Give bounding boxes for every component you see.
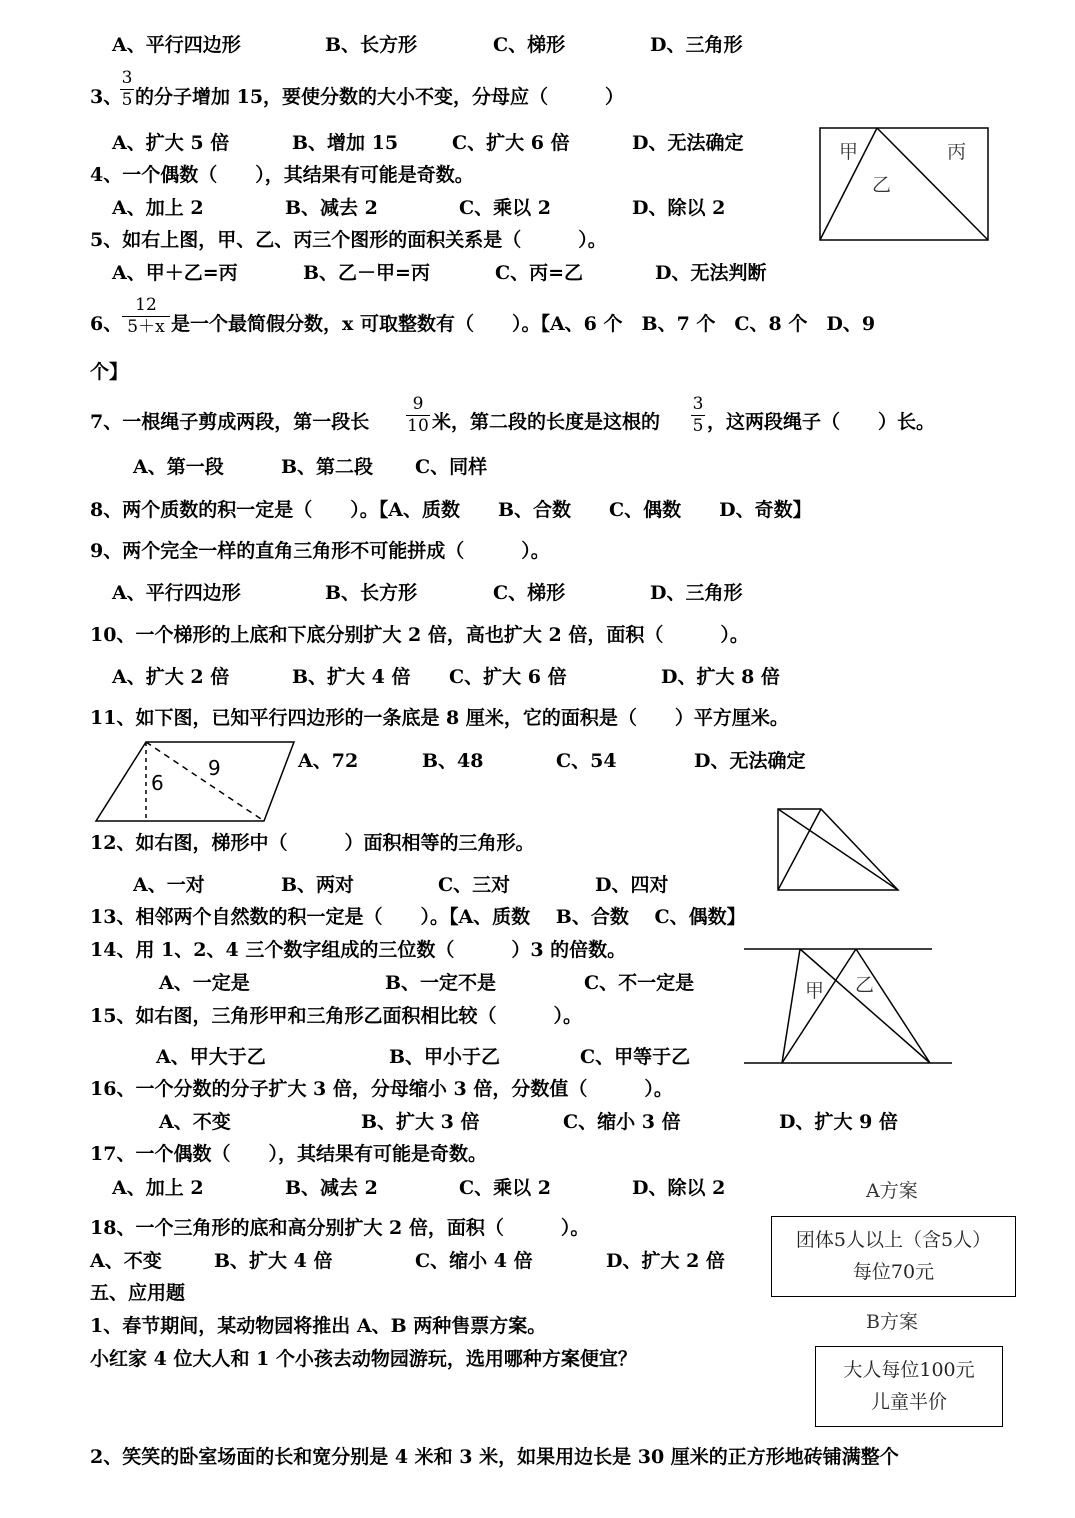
q12-option-a: A、一对 — [133, 874, 205, 896]
q17-option-c: C、乘以 2 — [459, 1177, 551, 1199]
q12-option-c: C、三对 — [438, 874, 511, 896]
q4-option-c: C、乘以 2 — [459, 197, 551, 219]
q5-text: 5、如右上图，甲、乙、丙三个图形的面积关系是（ ）。 — [90, 229, 607, 251]
q15-option-b: B、甲小于乙 — [389, 1046, 501, 1068]
q3-option-a: A、扩大 5 倍 — [112, 132, 230, 154]
q5-label-jia: 甲 — [839, 141, 859, 163]
q6-text-cont: 个】 — [90, 361, 129, 383]
q14-option-a: A、一定是 — [159, 972, 250, 994]
q7-text-1: 7、一根绳子剪成两段，第一段长 — [90, 411, 370, 433]
q12-option-b: B、两对 — [281, 874, 355, 896]
q10-option-b: B、扩大 4 倍 — [292, 666, 411, 688]
q5-option-a: A、甲＋乙=丙 — [112, 262, 238, 284]
q9-option-a: A、平行四边形 — [112, 582, 241, 604]
q17-option-a: A、加上 2 — [112, 1177, 204, 1199]
q7-text-2: 米，第二段的长度是这根的 — [432, 411, 661, 433]
q16-option-c: C、缩小 3 倍 — [563, 1111, 681, 1133]
q12-trapezoid-figure — [777, 808, 901, 892]
app1-line2: 小红家 4 位大人和 1 个小孩去动物园游玩，选用哪种方案便宜？ — [90, 1348, 637, 1370]
option-b: B、长方形 — [325, 34, 418, 56]
q16-option-d: D、扩大 9 倍 — [779, 1111, 898, 1133]
q4-option-d: D、除以 2 — [632, 197, 726, 219]
q10-option-a: A、扩大 2 倍 — [112, 666, 230, 688]
q18-text: 18、一个三角形的底和高分别扩大 2 倍，面积（ ）。 — [90, 1217, 590, 1239]
q6-number: 6、 — [90, 313, 123, 335]
plan-a-line2: 每位70元 — [852, 1261, 935, 1283]
option-a: A、平行四边形 — [112, 34, 241, 56]
q12-text: 12、如右图，梯形中（ ）面积相等的三角形。 — [90, 832, 535, 854]
q11-parallelogram-figure — [95, 741, 297, 823]
plan-b-box — [815, 1346, 1003, 1427]
q11-option-b: B、48 — [422, 750, 484, 772]
q3-number: 3、 — [90, 86, 123, 108]
q6-fraction: 12 5＋x — [122, 297, 170, 336]
q14-option-c: C、不一定是 — [584, 972, 695, 994]
q18-option-d: D、扩大 2 倍 — [606, 1250, 725, 1272]
q7-fraction-1: 9 10 — [407, 394, 429, 436]
app1-line1: 1、春节期间，某动物园将推出 A、B 两种售票方案。 — [90, 1315, 547, 1337]
q9-option-b: B、长方形 — [325, 582, 418, 604]
q14-option-b: B、一定不是 — [385, 972, 497, 994]
option-c: C、梯形 — [493, 34, 566, 56]
q6-text: 是一个最简假分数，x 可取整数有（ ）。【A、6 个 B、7 个 C、8 个 D、9 — [171, 313, 876, 335]
q5-label-bing: 丙 — [947, 141, 967, 163]
q17-text: 17、一个偶数（ ），其结果有可能是奇数。 — [90, 1143, 487, 1165]
q9-text: 9、两个完全一样的直角三角形不可能拼成（ ）。 — [90, 540, 550, 562]
plan-b-line1: 大人每位100元 — [843, 1359, 975, 1381]
q5-option-d: D、无法判断 — [655, 262, 767, 284]
plan-a-box — [771, 1216, 1016, 1297]
q3-option-c: C、扩大 6 倍 — [452, 132, 570, 154]
q18-option-b: B、扩大 4 倍 — [214, 1250, 333, 1272]
q3-fraction: 3 5 — [121, 68, 133, 110]
q5-figure — [819, 127, 990, 242]
q13-text: 13、相邻两个自然数的积一定是（ ）。【A、质数 B、合数 C、偶数】 — [90, 906, 746, 928]
q11-option-a: A、72 — [298, 750, 359, 772]
q14-text: 14、用 1、2、4 三个数字组成的三位数（ ）3 的倍数。 — [90, 939, 627, 961]
q3-text: 的分子增加 15，要使分数的大小不变，分母应（ ） — [135, 86, 625, 108]
q11-label-9: 9 — [208, 756, 221, 780]
q4-option-a: A、加上 2 — [112, 197, 204, 219]
q18-option-c: C、缩小 4 倍 — [415, 1250, 533, 1272]
q12-option-d: D、四对 — [595, 874, 669, 896]
q7-fraction-2: 3 5 — [692, 394, 704, 436]
q4-text: 4、一个偶数（ ），其结果有可能是奇数。 — [90, 164, 474, 186]
plan-b-label: B方案 — [866, 1311, 918, 1333]
app2-text: 2、笑笑的卧室场面的长和宽分别是 4 米和 3 米，如果用边长是 30 厘米的正方形地砖铺满整个 — [90, 1446, 899, 1468]
q5-label-yi: 乙 — [872, 174, 892, 196]
q10-text: 10、一个梯形的上底和下底分别扩大 2 倍，高也扩大 2 倍，面积（ ）。 — [90, 624, 749, 646]
q15-option-a: A、甲大于乙 — [156, 1046, 266, 1068]
q7-option-a: A、第一段 — [133, 456, 224, 478]
q15-label-yi: 乙 — [855, 974, 875, 996]
q5-option-b: B、乙－甲=丙 — [303, 262, 430, 284]
q7-option-b: B、第二段 — [281, 456, 374, 478]
q7-text-3: ，这两段绳子（ ）长。 — [707, 411, 936, 433]
q10-option-c: C、扩大 6 倍 — [449, 666, 567, 688]
q5-option-c: C、丙=乙 — [495, 262, 584, 284]
q15-label-jia: 甲 — [805, 980, 825, 1002]
q8-text: 8、两个质数的积一定是（ ）。【A、质数 B、合数 C、偶数 D、奇数】 — [90, 499, 812, 521]
plan-a-label: A方案 — [866, 1180, 918, 1202]
q10-option-d: D、扩大 8 倍 — [661, 666, 780, 688]
q3-option-b: B、增加 15 — [292, 132, 399, 154]
q18-option-a: A、不变 — [90, 1250, 162, 1272]
option-d: D、三角形 — [650, 34, 743, 56]
q4-option-b: B、减去 2 — [285, 197, 378, 219]
section-title: 五、应用题 — [90, 1282, 186, 1304]
q11-text: 11、如下图，已知平行四边形的一条底是 8 厘米，它的面积是（ ）平方厘米。 — [90, 707, 789, 729]
plan-a-line1: 团体5人以上（含5人） — [795, 1229, 992, 1251]
q16-text: 16、一个分数的分子扩大 3 倍，分母缩小 3 倍，分数值（ ）。 — [90, 1078, 673, 1100]
q11-label-6: 6 — [151, 771, 164, 795]
q15-text: 15、如右图，三角形甲和三角形乙面积相比较（ ）。 — [90, 1005, 582, 1027]
q9-option-d: D、三角形 — [650, 582, 743, 604]
q7-option-c: C、同样 — [415, 456, 488, 478]
q15-option-c: C、甲等于乙 — [580, 1046, 691, 1068]
q15-triangles-figure — [743, 946, 953, 1066]
q11-option-c: C、54 — [556, 750, 617, 772]
plan-b-line2: 儿童半价 — [870, 1391, 947, 1413]
q9-option-c: C、梯形 — [493, 582, 566, 604]
q16-option-a: A、不变 — [159, 1111, 231, 1133]
q3-option-d: D、无法确定 — [632, 132, 744, 154]
q17-option-b: B、减去 2 — [285, 1177, 378, 1199]
q11-option-d: D、无法确定 — [694, 750, 806, 772]
q16-option-b: B、扩大 3 倍 — [361, 1111, 480, 1133]
q17-option-d: D、除以 2 — [632, 1177, 726, 1199]
